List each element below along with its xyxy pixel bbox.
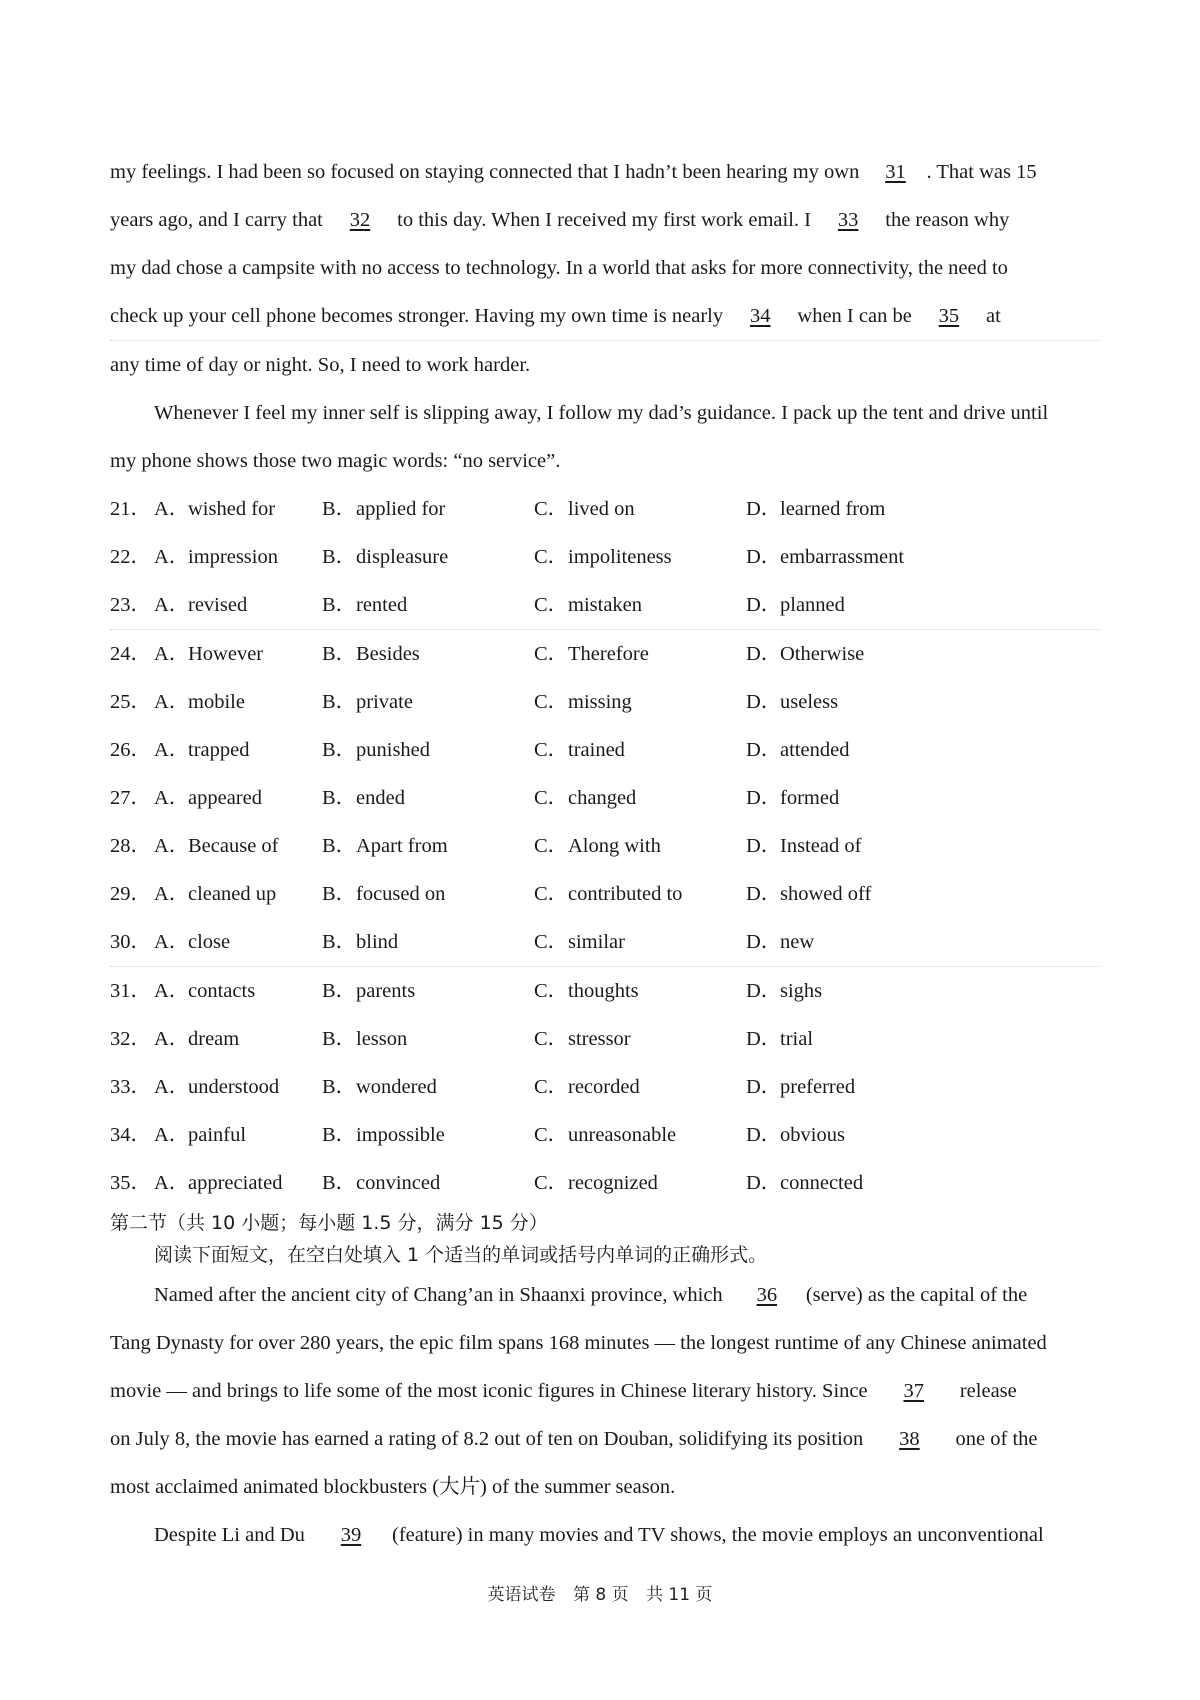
option-a: A． revised xyxy=(154,594,248,616)
option-b: B． impossible xyxy=(322,1124,445,1146)
section-heading: 第二节（共 10 小题；每小题 1.5 分，满分 15 分） xyxy=(110,1212,548,1234)
footer-total-pages: 共 11 页 xyxy=(645,1585,713,1605)
passage-text: Despite Li and Du xyxy=(154,1524,310,1546)
option-b: B． wondered xyxy=(322,1076,437,1098)
option-b: B． applied for xyxy=(322,498,446,520)
option-row xyxy=(110,581,1100,630)
option-row xyxy=(110,822,1100,870)
option-a: A． impression xyxy=(154,546,278,568)
option-row xyxy=(110,1159,1100,1207)
passage-text: one of the xyxy=(950,1428,1038,1450)
option-row xyxy=(110,918,1100,967)
passage-line: most acclaimed animated blockbusters (大片) of the summer season. xyxy=(110,1476,676,1498)
option-row xyxy=(110,1015,1100,1063)
section-instruction: 阅读下面短文，在空白处填入 1 个适当的单词或括号内单词的正确形式。 xyxy=(154,1244,768,1266)
option-d: D． Otherwise xyxy=(746,643,865,665)
passage-text: check up your cell phone becomes stronger. Having my own time is nearly xyxy=(110,305,729,327)
question-number: 30． xyxy=(110,931,151,953)
option-c: C． mistaken xyxy=(534,594,643,616)
option-c: C． missing xyxy=(534,691,632,713)
passage-line: any time of day or night. So, I need to work harder. xyxy=(110,354,531,376)
option-d: D． planned xyxy=(746,594,845,616)
option-c: C． recognized xyxy=(534,1172,658,1194)
passage-text: Named after the ancient city of Chang’an in Shaanxi province, which xyxy=(154,1284,728,1306)
option-d: D． attended xyxy=(746,739,850,761)
passage-text: release xyxy=(954,1380,1017,1402)
blank-32: 32 xyxy=(349,209,371,231)
blank-31: 31 xyxy=(885,161,906,183)
option-c: C． trained xyxy=(534,739,625,761)
passage-line: my dad chose a campsite with no access to technology. In a world that asks for more connectivity, the need to xyxy=(110,257,1008,279)
passage-line: Tang Dynasty for over 280 years, the epic film spans 168 minutes — the longest runtime of any Chinese animated xyxy=(110,1332,1047,1354)
option-b: B． Apart from xyxy=(322,835,448,857)
question-number: 27． xyxy=(110,787,151,809)
passage-line xyxy=(110,1511,1100,1559)
option-d: D． formed xyxy=(746,787,840,809)
question-number: 33． xyxy=(110,1076,151,1098)
option-c: C． similar xyxy=(534,931,625,953)
question-number: 29． xyxy=(110,883,151,905)
passage-text: the reason why xyxy=(880,209,1010,231)
option-b: B． displeasure xyxy=(322,546,449,568)
question-number: 21． xyxy=(110,498,151,520)
option-a: A． contacts xyxy=(154,980,256,1002)
option-c: C． stressor xyxy=(534,1028,631,1050)
option-b: B． punished xyxy=(322,739,431,761)
option-row xyxy=(110,678,1100,726)
option-a: A． wished for xyxy=(154,498,276,520)
option-d: D． embarrassment xyxy=(746,546,905,568)
option-a: A． trapped xyxy=(154,739,250,761)
blank-38: 38 xyxy=(899,1428,920,1450)
option-c: C． lived on xyxy=(534,498,635,520)
option-d: D． sighs xyxy=(746,980,823,1002)
question-number: 26． xyxy=(110,739,151,761)
option-d: D． trial xyxy=(746,1028,814,1050)
passage-text: to this day. When I received my first work email. I xyxy=(392,209,817,231)
footer-subject: 英语试卷 xyxy=(487,1585,556,1605)
option-a: A． close xyxy=(154,931,231,953)
option-d: D． Instead of xyxy=(746,835,862,857)
option-c: C． Therefore xyxy=(534,643,649,665)
option-b: B． parents xyxy=(322,980,416,1002)
option-d: D． new xyxy=(746,931,815,953)
blank-39: 39 xyxy=(340,1524,362,1546)
blank-37: 37 xyxy=(903,1380,924,1402)
option-row xyxy=(110,726,1100,774)
question-number: 35． xyxy=(110,1172,151,1194)
option-b: B． convinced xyxy=(322,1172,441,1194)
option-a: A． understood xyxy=(154,1076,280,1098)
option-b: B． blind xyxy=(322,931,399,953)
options-list xyxy=(110,485,1100,1207)
option-d: D． preferred xyxy=(746,1076,856,1098)
passage-text: . That was 15 xyxy=(926,161,1037,183)
question-number: 23． xyxy=(110,594,151,616)
question-number: 32． xyxy=(110,1028,151,1050)
passage-text: movie — and brings to life some of the most iconic figures in Chinese literary history. Since xyxy=(110,1380,873,1402)
option-b: B． Besides xyxy=(322,643,420,665)
blank-34: 34 xyxy=(750,305,771,327)
blank-33: 33 xyxy=(837,209,859,231)
passage-text: on July 8, the movie has earned a rating of 8.2 out of ten on Douban, solidifying its position xyxy=(110,1428,869,1450)
question-number: 28． xyxy=(110,835,151,857)
option-a: A． However xyxy=(154,643,264,665)
option-a: A． appreciated xyxy=(154,1172,283,1194)
passage-text: (feature) in many movies and TV shows, the movie employs an unconventional xyxy=(392,1524,1044,1546)
option-a: A． cleaned up xyxy=(154,883,277,905)
option-d: D． connected xyxy=(746,1172,864,1194)
passage-line: my phone shows those two magic words: “no service”. xyxy=(110,450,561,472)
question-number: 25． xyxy=(110,691,151,713)
passage-line xyxy=(110,1415,1100,1463)
option-b: B． ended xyxy=(322,787,405,809)
option-a: A． Because of xyxy=(154,835,279,857)
option-c: C． recorded xyxy=(534,1076,640,1098)
option-c: C． contributed to xyxy=(534,883,683,905)
option-row xyxy=(110,967,1100,1015)
option-row xyxy=(110,1063,1100,1111)
passage-line xyxy=(110,1367,1100,1415)
option-row xyxy=(110,533,1100,581)
option-d: D． learned from xyxy=(746,498,886,520)
question-number: 31． xyxy=(110,980,151,1002)
page-footer xyxy=(0,1580,1200,1605)
passage-text: years ago, and I carry that xyxy=(110,209,328,231)
option-row xyxy=(110,485,1100,533)
option-d: D． showed off xyxy=(746,883,872,905)
option-row xyxy=(110,630,1100,678)
option-c: C． impoliteness xyxy=(534,546,672,568)
exam-page xyxy=(110,148,1100,1559)
option-b: B． lesson xyxy=(322,1028,408,1050)
option-c: C． thoughts xyxy=(534,980,639,1002)
option-b: B． focused on xyxy=(322,883,446,905)
option-a: A． mobile xyxy=(154,691,245,713)
blank-36: 36 xyxy=(756,1284,778,1306)
option-d: D． obvious xyxy=(746,1124,845,1146)
question-number: 24． xyxy=(110,643,151,665)
passage-text: at xyxy=(980,305,1001,327)
option-row xyxy=(110,774,1100,822)
option-c: C． Along with xyxy=(534,835,661,857)
passage-line: Whenever I feel my inner self is slipping away, I follow my dad’s guidance. I pack up the tent and drive until xyxy=(154,402,1049,424)
option-a: A． painful xyxy=(154,1124,247,1146)
question-number: 34． xyxy=(110,1124,151,1146)
question-number: 22． xyxy=(110,546,151,568)
option-c: C． changed xyxy=(534,787,637,809)
passage-line xyxy=(110,196,1100,244)
passage-line xyxy=(110,292,1100,341)
blank-35: 35 xyxy=(938,305,960,327)
passage-text: when I can be xyxy=(792,305,917,327)
passage-line xyxy=(110,1271,1100,1319)
option-d: D． useless xyxy=(746,691,839,713)
option-c: C． unreasonable xyxy=(534,1124,677,1146)
option-a: A． dream xyxy=(154,1028,240,1050)
footer-page-number: 第 8 页 xyxy=(572,1585,629,1605)
passage-text: my feelings. I had been so focused on staying connected that I hadn’t been hearing my own xyxy=(110,161,865,183)
option-b: B． rented xyxy=(322,594,408,616)
option-a: A． appeared xyxy=(154,787,262,809)
passage-line xyxy=(110,148,1100,196)
option-b: B． private xyxy=(322,691,413,713)
option-row xyxy=(110,870,1100,918)
passage-text: (serve) as the capital of the xyxy=(805,1284,1028,1306)
option-row xyxy=(110,1111,1100,1159)
